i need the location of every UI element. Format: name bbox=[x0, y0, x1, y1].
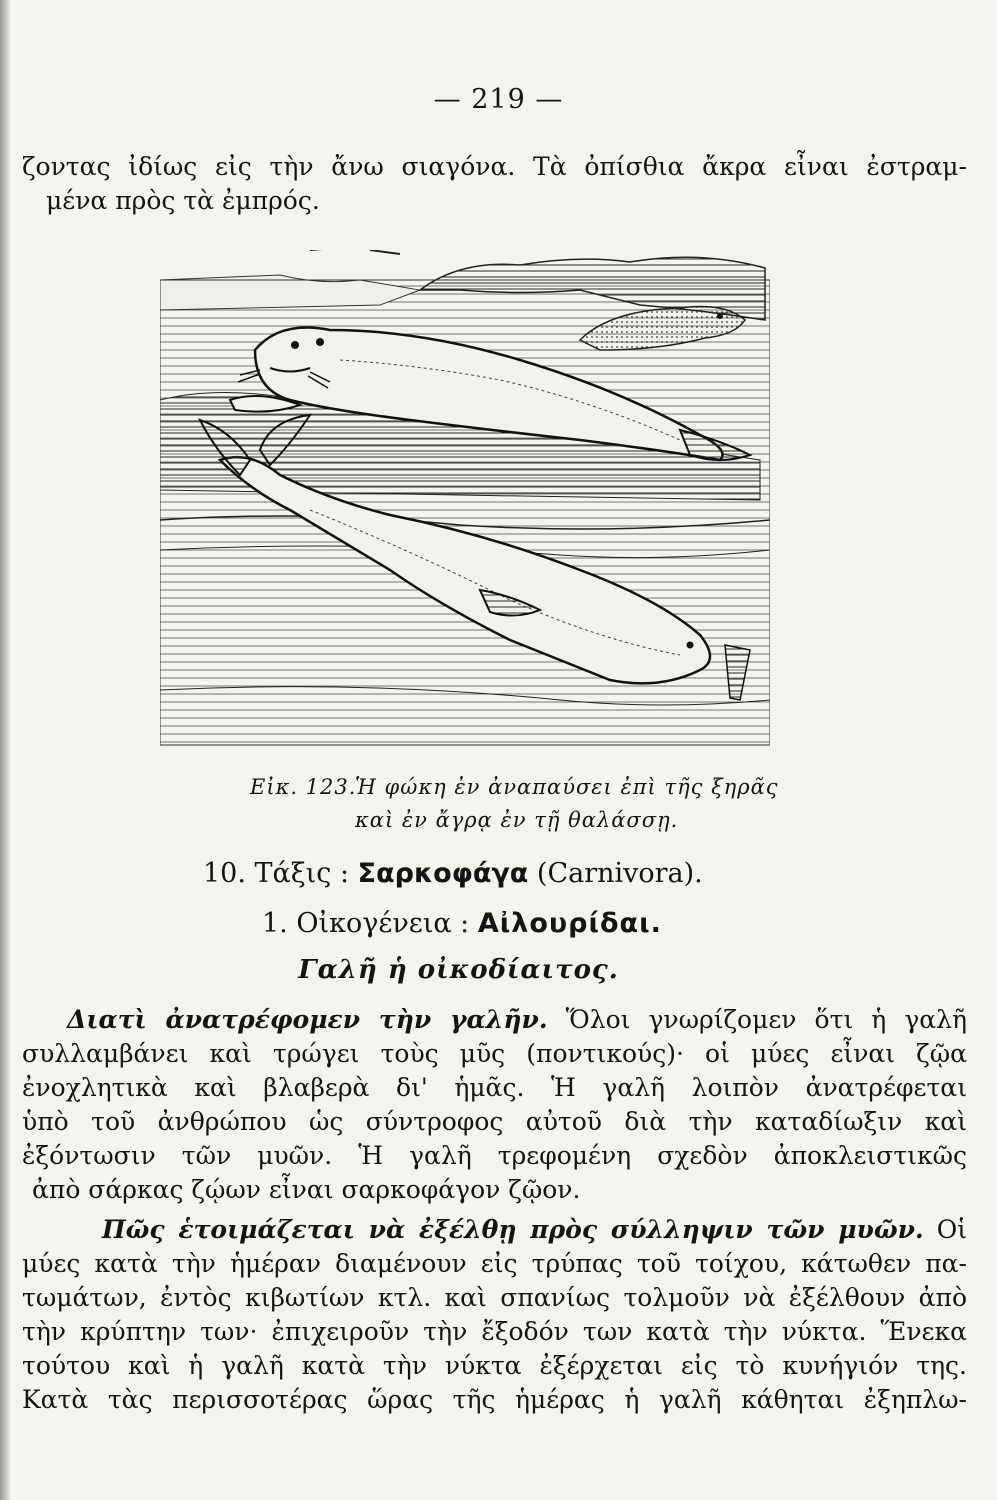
order-number: 10. bbox=[203, 858, 246, 889]
page-gutter-shadow bbox=[0, 0, 10, 1500]
paragraph1-first-rest: Ὅλοι γνωρίζομεν ὅτι ἡ γαλῆ bbox=[547, 1005, 967, 1034]
order-heading bbox=[203, 858, 703, 889]
paragraph1-line-3: ἐνοχλητικὰ καὶ βλαβερὰ δι' ἡμᾶς. Ἡ γαλῆ λοιπὸν ἀνατρέφεται bbox=[22, 1073, 967, 1102]
order-label: Τάξις : bbox=[254, 858, 350, 889]
intro-line-2: μένα πρὸς τὰ ἐμπρός. bbox=[46, 186, 320, 215]
paragraph1-line-5: ἐξόντωσιν τῶν μυῶν. Ἡ γαλῆ τρεφομένη σχεδὸν ἀποκλειστικῶς bbox=[22, 1141, 967, 1170]
family-label: Οἰκογένεια : bbox=[296, 908, 470, 939]
page-number: — 219 — bbox=[433, 84, 564, 115]
paragraph2-lead: Πῶς ἑτοιμάζεται νὰ ἐξέλθῃ πρὸς σύλληψιν τῶν μυῶν. bbox=[102, 1215, 924, 1244]
paragraph2-line-1 bbox=[22, 1213, 967, 1247]
family-name: Αἰλουρίδαι. bbox=[477, 908, 662, 939]
figure-caption-line-2: καὶ ἐν ἄγρᾳ ἐν τῇ θαλάσσῃ. bbox=[355, 808, 679, 832]
intro-line-1: ζοντας ἰδίως εἰς τὴν ἄνω σιαγόνα. Τὰ ὀπίσθια ἄκρα εἶναι ἐστραμ- bbox=[22, 152, 967, 181]
paragraph2-line-6: Κατὰ τὰς περισσοτέρας ὥρας τῆς ἡμέρας ἡ γαλῆ κάθηται ἐξηπλω- bbox=[22, 1385, 967, 1414]
paragraph2-line-2: μύες κατὰ τὴν ἡμέραν διαμένουν εἰς τρύπας τοῦ τοίχου, κάτωθεν πα- bbox=[22, 1249, 967, 1278]
paragraph2-line-4: τὴν κρύπτην των· ἐπιχειροῦν τὴν ἔξοδόν των κατὰ τὴν νύκτα. Ἕνεκα bbox=[22, 1317, 967, 1346]
paragraph1-line-6: ἀπὸ σάρκας ζῴων εἶναι σαρκοφάγον ζῷον. bbox=[32, 1175, 581, 1204]
paragraph1-lead: Διατὶ ἀνατρέφομεν τὴν γαλῆν. bbox=[67, 1005, 548, 1034]
figure-label: Εἰκ. 123. bbox=[250, 775, 357, 799]
paragraph1-line-2: συλλαμβάνει καὶ τρώγει τοὺς μῦς (ποντικούς)· οἱ μύες εἶναι ζῷα bbox=[22, 1039, 967, 1068]
family-number: 1. bbox=[262, 908, 288, 939]
order-name: Σαρκοφάγα bbox=[357, 858, 529, 889]
paragraph2-line-5: τούτου καὶ ἡ γαλῆ κατὰ τὴν νύκτα ἐξέρχεται εἰς τὸ κυνήγιόν της. bbox=[22, 1351, 967, 1380]
figure-caption-line-1: Ἡ φώκη ἐν ἀναπαύσει ἐπὶ τῆς ξηρᾶς bbox=[355, 775, 779, 799]
paragraph1-line-1 bbox=[22, 1003, 967, 1037]
species-title: Γαλῆ ἡ οἰκοδίαιτος. bbox=[298, 955, 619, 985]
family-heading bbox=[262, 908, 662, 939]
paragraph1-line-4: ὑπὸ τοῦ ἀνθρώπου ὡς σύντροφος αὐτοῦ διὰ τὴν καταδίωξιν καὶ bbox=[22, 1107, 967, 1136]
paragraph2-first-rest: Οἱ bbox=[923, 1215, 967, 1244]
order-latin: (Carnivora). bbox=[536, 858, 703, 889]
seal-illustration bbox=[160, 250, 770, 750]
paragraph2-line-3: τωμάτων, ἐντὸς κιβωτίων κτλ. καὶ σπανίως τολμοῦν νὰ ἐξέλθουν ἀπὸ bbox=[22, 1283, 967, 1312]
